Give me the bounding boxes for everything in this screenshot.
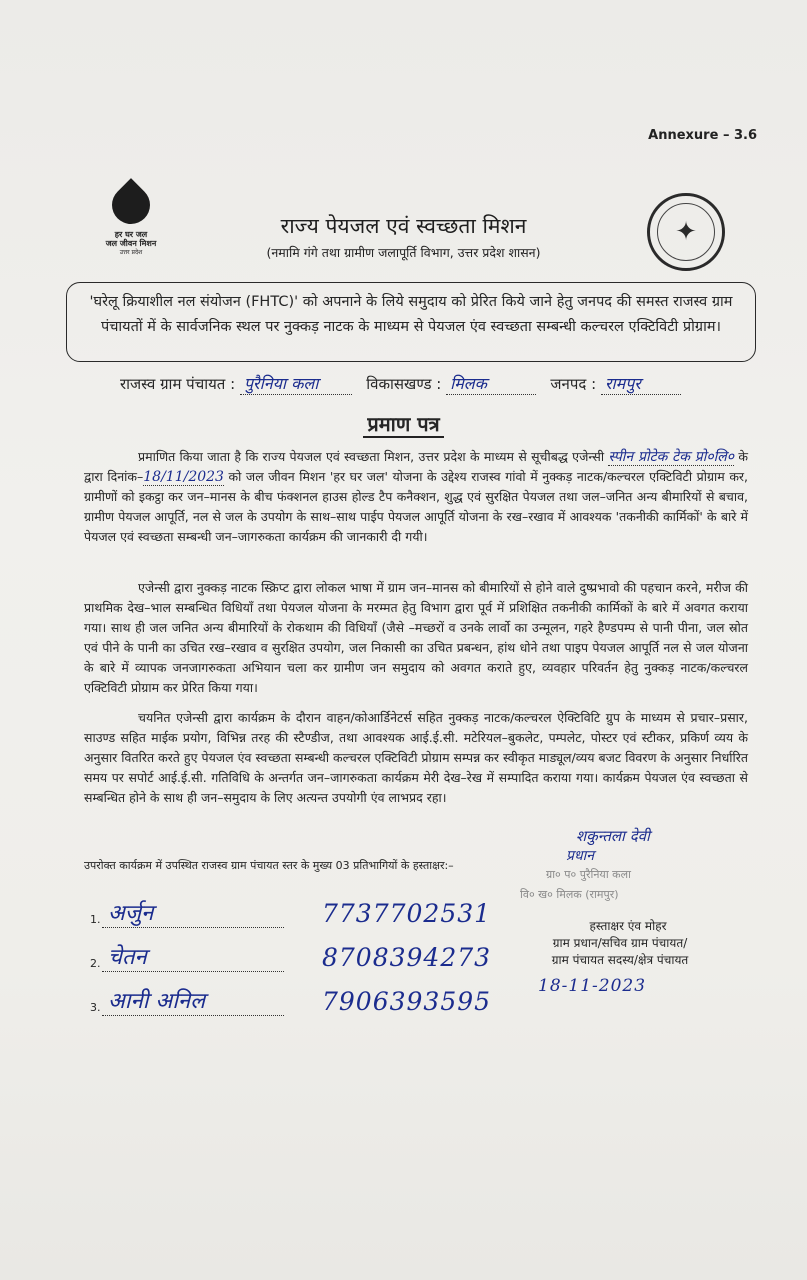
annexure-label: Annexure – 3.6 (648, 128, 757, 143)
program-title-box: 'घरेलू क्रियाशील नल संयोजन (FHTC)' को अपनाने के लिये समुदाय को प्रेरित किये जाने हेतु जनपद की समस्त राजस्व ग्राम पंचायतों में के सार्वजनिक स्थल पर नुक्कड़ नाटक के माध्यम से पेयजल एंव स्वच्छता सम्बन्धी कल्चरल एक्टिविटी प्रोग्राम। (66, 282, 756, 362)
agency-name: स्पीन प्रोटेक टेक प्रो०लि० (608, 449, 735, 465)
paragraph-3 (84, 708, 748, 808)
stamp-line-1: ग्रा० प० पुरैनिया कला (546, 868, 631, 881)
signature-date: 18-11-2023 (538, 976, 647, 996)
panchayat-value: पुरैनिया कला (240, 372, 352, 395)
para1-before-date: के द्वारा दिनांक– (84, 449, 748, 484)
participant-number: 2. (90, 957, 101, 970)
para1-after-date: को जल जीवन मिशन 'हर घर जल' योजना के उद्देश्य राजस्व गांवो में नुक्कड़ नाटक/कल्चरल एक्टिविटी प्रोग्राम कर, ग्रामीणों को इकट्ठा कर जन–मानस के बीच फंक्शनल हाउस होल्ड टैप कनैक्शन, शुद्ध एवं सुरक्षित पेयजल तथा जल–जनित अन्य बीमारियों से बचाव, ग्रामीण पेयजल आपूर्ति, नल से जल के उपयोग के साथ–साथ पाईप पेयजल आपूर्ति योजना के रख–रखाव में आवश्यक 'तकनीकी कार्मिकों' के बारे में पेयजल एवं स्वच्छता सम्बन्धी जन–जागरुकता कार्यक्रम की जानकारी दी गयी। (84, 469, 749, 544)
participant-phone: 7737702531 (322, 899, 492, 928)
para1-before-agency: प्रमाणित किया जाता है कि राज्य पेयजल एवं स्वच्छता मिशन, उत्तर प्रदेश के माध्यम से सूचीबद्ध एजेन्सी (138, 449, 605, 464)
program-date: 18/11/2023 (143, 469, 224, 485)
participant-phone: 7906393595 (322, 987, 492, 1016)
stamp-line-2: वि० ख० मिलक (रामपुर) (520, 888, 619, 901)
pradhan-signature: शकुन्तला देवी (576, 827, 650, 845)
participant-number: 1. (90, 913, 101, 926)
logo-line-1: हर घर जल (114, 230, 148, 239)
block-label: विकासखण्ड : (366, 375, 442, 393)
emblem-center: ✦ (657, 203, 715, 261)
participant-signature: अर्जुन (102, 897, 284, 928)
signature-intro: उपरोक्त कार्यक्रम में उपस्थित राजस्व ग्राम पंचायत स्तर के मुख्य 03 प्रतिभागियों के हस्ताक्षर:– (84, 859, 454, 872)
pradhan-stamp (506, 826, 706, 905)
signature-label-line-1: हस्ताक्षर एंव मोहर (589, 919, 667, 933)
paragraph-2 (84, 578, 748, 698)
certificate-heading (0, 410, 807, 437)
district-label: जनपद : (550, 375, 597, 393)
pradhan-title: प्रधान (566, 848, 594, 864)
participant-signature: चेतन (102, 941, 284, 972)
mission-title: राज्य पेयजल एवं स्वच्छता मिशन (280, 214, 527, 238)
paragraph-1 (84, 447, 748, 547)
logo-line-3: उत्तर प्रदेश (119, 249, 143, 256)
participant-signature: आनी अनिल (102, 985, 284, 1016)
mission-subtitle: (नमामि गंगे तथा ग्रामीण जलापूर्ति विभाग, उत्तर प्रदेश शासन) (266, 245, 541, 260)
location-fields (120, 372, 760, 395)
para2-text: एजेन्सी द्वारा नुक्कड़ नाटक स्क्रिप्ट द्वारा लोकल भाषा में ग्राम जन–मानस को बीमारियों से होने वाले दुष्प्रभावो की पहचान करने, मरीज की प्राथमिक देख–भाल सम्बन्धित विधियाँ तथा पेयजल योजना के मरम्मत हेतु विभाग द्वारा पूर्व में प्रशिक्षित तकनीकी कार्मिकों के बारे में अवगत कराया गया। साथ ही जल जनित अन्य बीमारियों के रोकथाम की विधियाँ (जैसे –मच्छरों व उनके लार्वो का उन्मूलन, गहरे हैण्डपम्प से पानी पीना, जल स्रोत एवं पीने के पानी का उचित रख–रखाव व सुरक्षित उपयोग, जल निकासी का उचित प्रबन्धन, हांथ धोने तथा पाइप पेयजल आपूर्ति नल से जल योजना के बारे में व्यापक जनजागरुकता अभियान चला कर ग्रामीण जन समुदाय को अवगत कराते हुए, व्यवहार परिवर्तन हेतु नुक्कड़ नाटक/कल्चरल एक्टिविटी प्रोग्राम कर प्रेरित किया गया। (84, 580, 748, 695)
certificate-heading-text: प्रमाण पत्र (363, 412, 443, 438)
signature-label-line-3: ग्राम पंचायत सदस्य/क्षेत्र पंचायत (551, 953, 689, 967)
signature-label-line-2: ग्राम प्रधान/सचिव ग्राम पंचायत/ (552, 936, 688, 950)
panchayat-label: राजस्व ग्राम पंचायत : (120, 375, 236, 393)
signature-label (520, 918, 720, 969)
district-value: रामपुर (601, 372, 681, 395)
participant-phone: 8708394273 (322, 943, 492, 972)
logo-line-2: जल जीवन मिशन (105, 239, 157, 248)
para3-text: चयनित एजेन्सी द्वारा कार्यक्रम के दौरान वाहन/कोआर्डिनेटर्स सहित नुक्कड़ नाटक/कल्चरल ऐक्टिविटि ग्रुप के माध्यम से प्रचार–प्रसार, साउण्ड सहित माईक प्रयोग, विभिन्न तरह की स्टैण्डीज, तथा आवश्यक आई.ई.सी. मटेरियल–बुकलेट, पम्पलेट, पोस्टर एवं स्टीकर, प्रकिर्ण व्यय के अनुसार वितरित करते हुए पेयजल एंव स्वच्छता सम्बन्धी कल्चरल एक्टिविटी प्रोग्राम सम्पन्न कर स्वीकृत माड्यूल/व्यय बजट विवरण के अनुसार निर्धारित समय पर सपोर्ट आई.ई.सी. गतिविधि के अन्तर्गत जन–जागरुकता कार्यक्रम मेरी देख–रेख में सम्पादित कराया गया। कार्यक्रम पेयजल एंव स्वच्छता से सम्बन्धित होने के साथ ही जन–समुदाय के लिए अत्यन्त उपयोगी एंव लाभप्रद रहा। (84, 710, 748, 805)
participant-number: 3. (90, 1001, 101, 1014)
block-value: मिलक (446, 372, 536, 395)
